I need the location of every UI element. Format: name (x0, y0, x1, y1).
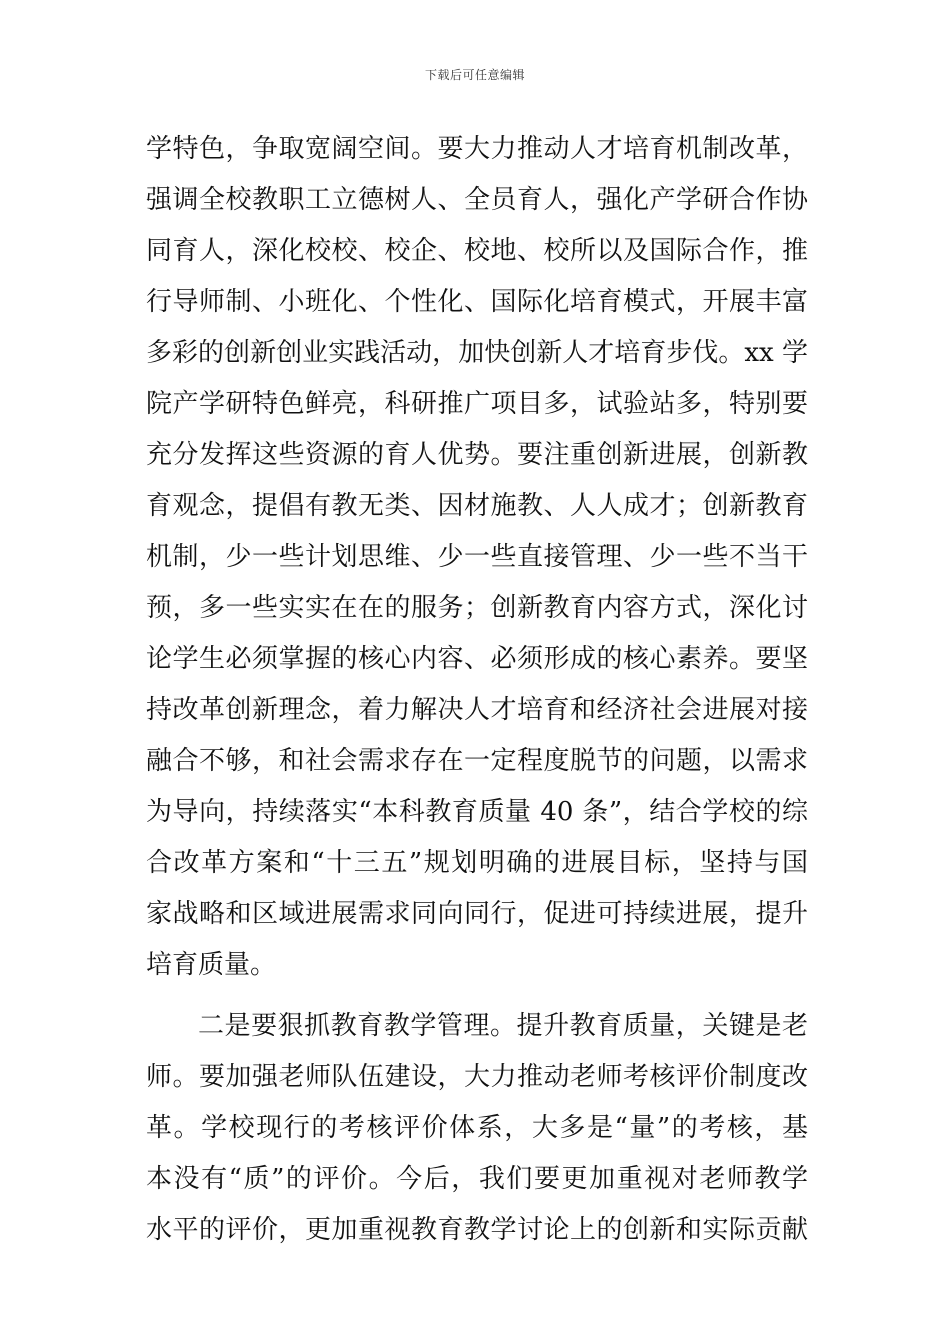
text-line: 强调全校教职工立德树人、全员育人，强化产学研合作协 (146, 185, 808, 215)
text-line: 持改革创新理念，着力解决人才培育和经济社会进展对接 (146, 695, 808, 725)
text-line: 院产学研特色鲜亮，科研推广项目多，试验站多，特别要 (146, 389, 808, 419)
text-line: 培育质量。 (146, 950, 277, 980)
text-line: 育观念，提倡有教无类、因材施教、人人成才；创新教育 (146, 491, 808, 521)
text-line: 机制，少一些计划思维、少一些直接管理、少一些不当干 (146, 542, 808, 572)
page-header: 下载后可任意编辑 (424, 68, 525, 82)
paragraph-1 (146, 124, 808, 991)
text-line: 充分发挥这些资源的育人优势。要注重创新进展，创新教 (146, 440, 808, 470)
text-line: 融合不够，和社会需求存在一定程度脱节的问题，以需求 (146, 746, 808, 776)
text-line: 合改革方案和“十三五”规划明确的进展目标，坚持与国 (146, 848, 808, 878)
text-line: 革。学校现行的考核评价体系，大多是“量”的考核，基 (146, 1113, 808, 1143)
text-line: 家战略和区域进展需求同向同行，促进可持续进展，提升 (146, 899, 808, 929)
text-line: 二是要狠抓教育教学管理。提升教育质量，关键是老 (198, 1011, 808, 1041)
text-line: 水平的评价，更加重视教育教学讨论上的创新和实际贡献 (146, 1215, 808, 1245)
paragraph-2 (146, 1001, 808, 1256)
text-line: 本没有“质”的评价。今后，我们要更加重视对老师教学 (146, 1164, 808, 1194)
text-line: 师。要加强老师队伍建设，大力推动老师考核评价制度改 (146, 1062, 808, 1092)
paragraph-gap (146, 991, 808, 1001)
text-line: 学特色，争取宽阔空间。要大力推动人才培育机制改革， (146, 134, 808, 164)
text-line: 多彩的创新创业实践活动，加快创新人才培育步伐。xx 学 (146, 338, 808, 368)
document-body (146, 124, 808, 1256)
text-line: 为导向，持续落实“本科教育质量 40 条”，结合学校的综 (146, 797, 808, 827)
text-line: 行导师制、小班化、个性化、国际化培育模式，开展丰富 (146, 287, 808, 317)
text-line: 论学生必须掌握的核心内容、必须形成的核心素养。要坚 (146, 644, 808, 674)
text-line: 预，多一些实实在在的服务；创新教育内容方式，深化讨 (146, 593, 808, 623)
text-line: 同育人，深化校校、校企、校地、校所以及国际合作，推 (146, 236, 808, 266)
